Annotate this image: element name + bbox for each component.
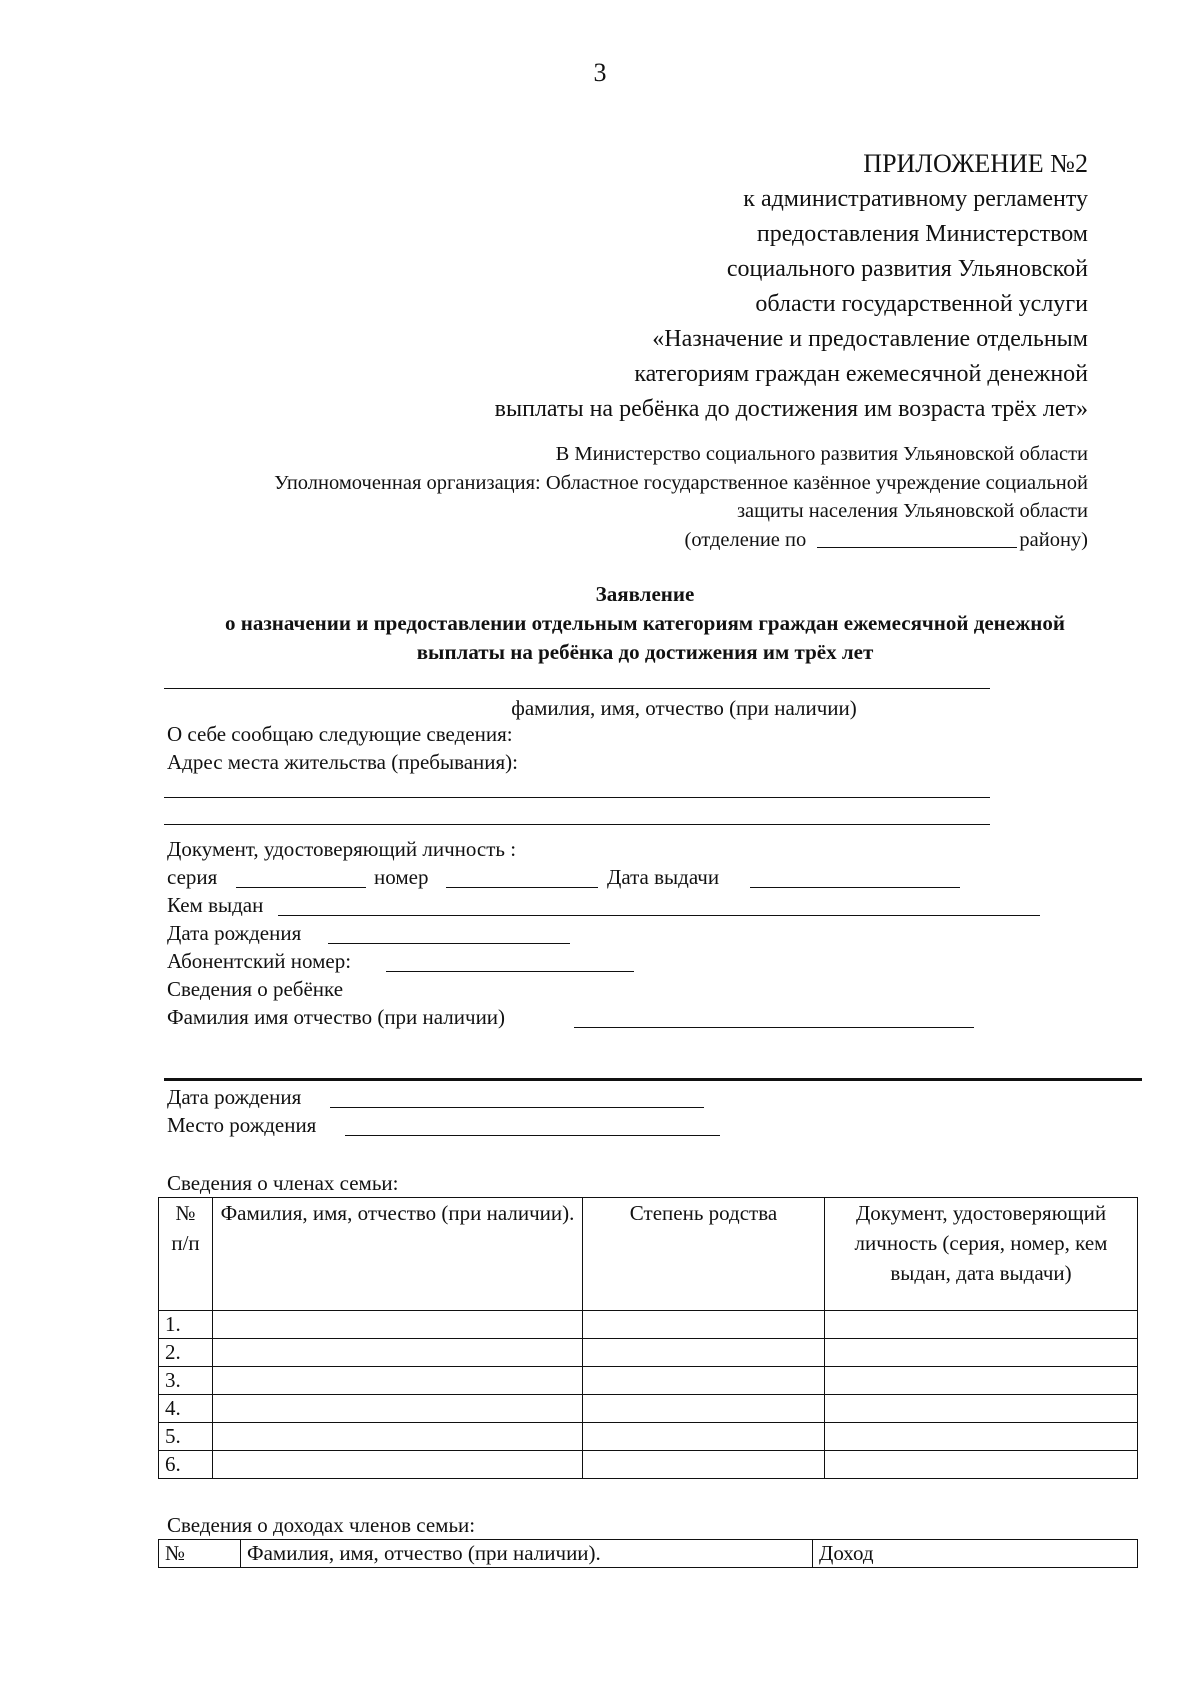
address-field-1[interactable] [164,797,990,798]
table-cell[interactable] [213,1395,583,1423]
table-cell[interactable] [583,1423,825,1451]
subscriber-number-field[interactable] [386,971,634,972]
family-table-caption: Сведения о членах семьи: [167,1171,399,1195]
title-line: Заявление [595,582,695,606]
birth-date-field[interactable] [328,943,570,944]
application-title [160,580,1130,667]
table-cell[interactable] [825,1423,1138,1451]
addressee-organization-cont: защиты населения Ульяновской области [736,500,1088,522]
table-row [159,1451,1138,1479]
table-cell[interactable] [583,1367,825,1395]
table-cell[interactable] [825,1311,1138,1339]
child-birth-date-label: Дата рождения [167,1085,302,1109]
row-number: 4. [159,1395,213,1423]
child-birth-place-field[interactable] [345,1135,720,1136]
table-cell[interactable] [583,1395,825,1423]
appendix-line: предоставления Министерством [756,221,1088,247]
child-fio-label: Фамилия имя отчество (при наличии) [167,1005,506,1029]
page-number: 3 [593,58,607,87]
about-self-label: О себе сообщаю следующие сведения: [167,722,513,746]
table-cell[interactable] [583,1451,825,1479]
table-cell[interactable] [213,1311,583,1339]
applicant-fio-field[interactable] [164,688,990,689]
table-cell[interactable] [825,1367,1138,1395]
issue-date-label: Дата выдачи [607,865,720,889]
column-header: Фамилия, имя, отчество (при наличии). [241,1540,813,1568]
row-number: 6. [159,1451,213,1479]
child-birth-date-field[interactable] [330,1107,704,1108]
table-row [159,1423,1138,1451]
row-number: 3. [159,1367,213,1395]
appendix-line: категориям граждан ежемесячной денежной [634,361,1088,387]
table-row [159,1339,1138,1367]
department-prefix: (отделение по [684,528,807,551]
addressee-department [108,526,1088,555]
address-field-2[interactable] [164,824,990,825]
birth-date-label: Дата рождения [167,921,302,945]
series-field[interactable] [236,887,366,888]
number-label: номер [374,865,429,889]
table-header-row [159,1540,1138,1568]
income-table-caption: Сведения о доходах членов семьи: [167,1513,476,1537]
addressee-organization: Уполномоченная организация: Областное государственное казённое учреждение социальной [274,471,1088,494]
table-cell[interactable] [825,1339,1138,1367]
column-header: Документ, удостоверяющий личность (серия, номер, кем выдан, дата выдачи) [825,1198,1138,1311]
column-header: № п/п [159,1198,213,1311]
row-number: 5. [159,1423,213,1451]
table-cell[interactable] [213,1367,583,1395]
table-cell[interactable] [825,1451,1138,1479]
address-label: Адрес места жительства (пребывания): [167,750,519,774]
addressee-block [108,440,1088,554]
title-line: выплаты на ребёнка до достижения им трёх лет [416,640,874,664]
table-header-row [159,1198,1138,1311]
department-district-field[interactable] [817,529,1017,548]
issued-by-field[interactable] [278,915,1040,916]
column-header: Фамилия, имя, отчество (при наличии). [213,1198,583,1311]
appendix-line: социального развития Ульяновской [726,256,1088,282]
child-birth-place-label: Место рождения [167,1113,317,1137]
department-suffix: району) [1019,528,1088,551]
child-fio-continuation-field[interactable] [164,1078,1142,1081]
appendix-line: к административному регламенту [743,186,1088,212]
table-cell[interactable] [213,1423,583,1451]
column-header: Доход [813,1540,1138,1568]
table-row [159,1395,1138,1423]
child-fio-field[interactable] [574,1027,974,1028]
appendix-heading: ПРИЛОЖЕНИЕ №2 [863,149,1088,178]
appendix-header [368,146,1088,427]
table-cell[interactable] [825,1395,1138,1423]
table-row [159,1367,1138,1395]
issue-date-field[interactable] [750,887,960,888]
appendix-line: области государственной услуги [755,291,1088,317]
number-field[interactable] [446,887,598,888]
child-info-label: Сведения о ребёнке [167,977,344,1001]
appendix-line: выплаты на ребёнка до достижения им возраста трёх лет» [494,396,1088,422]
table-cell[interactable] [583,1311,825,1339]
family-members-table [158,1197,1138,1479]
subscriber-number-label: Абонентский номер: [167,949,352,973]
column-header: № [159,1540,241,1568]
addressee-ministry: В Министерство социального развития Ульяновской области [555,443,1088,465]
series-label: серия [167,865,218,889]
row-number: 2. [159,1339,213,1367]
table-cell[interactable] [213,1451,583,1479]
fio-caption: фамилия, имя, отчество (при наличии) [511,696,857,720]
income-table [158,1539,1138,1568]
issued-by-label: Кем выдан [167,893,264,917]
appendix-line: «Назначение и предоставление отдельным [652,326,1088,352]
row-number: 1. [159,1311,213,1339]
table-row [159,1311,1138,1339]
table-cell[interactable] [213,1339,583,1367]
column-header: Степень родства [583,1198,825,1311]
title-line: о назначении и предоставлении отдельным категориям граждан ежемесячной денежной [224,611,1066,635]
table-cell[interactable] [583,1339,825,1367]
id-document-label: Документ, удостоверяющий личность : [167,837,517,861]
